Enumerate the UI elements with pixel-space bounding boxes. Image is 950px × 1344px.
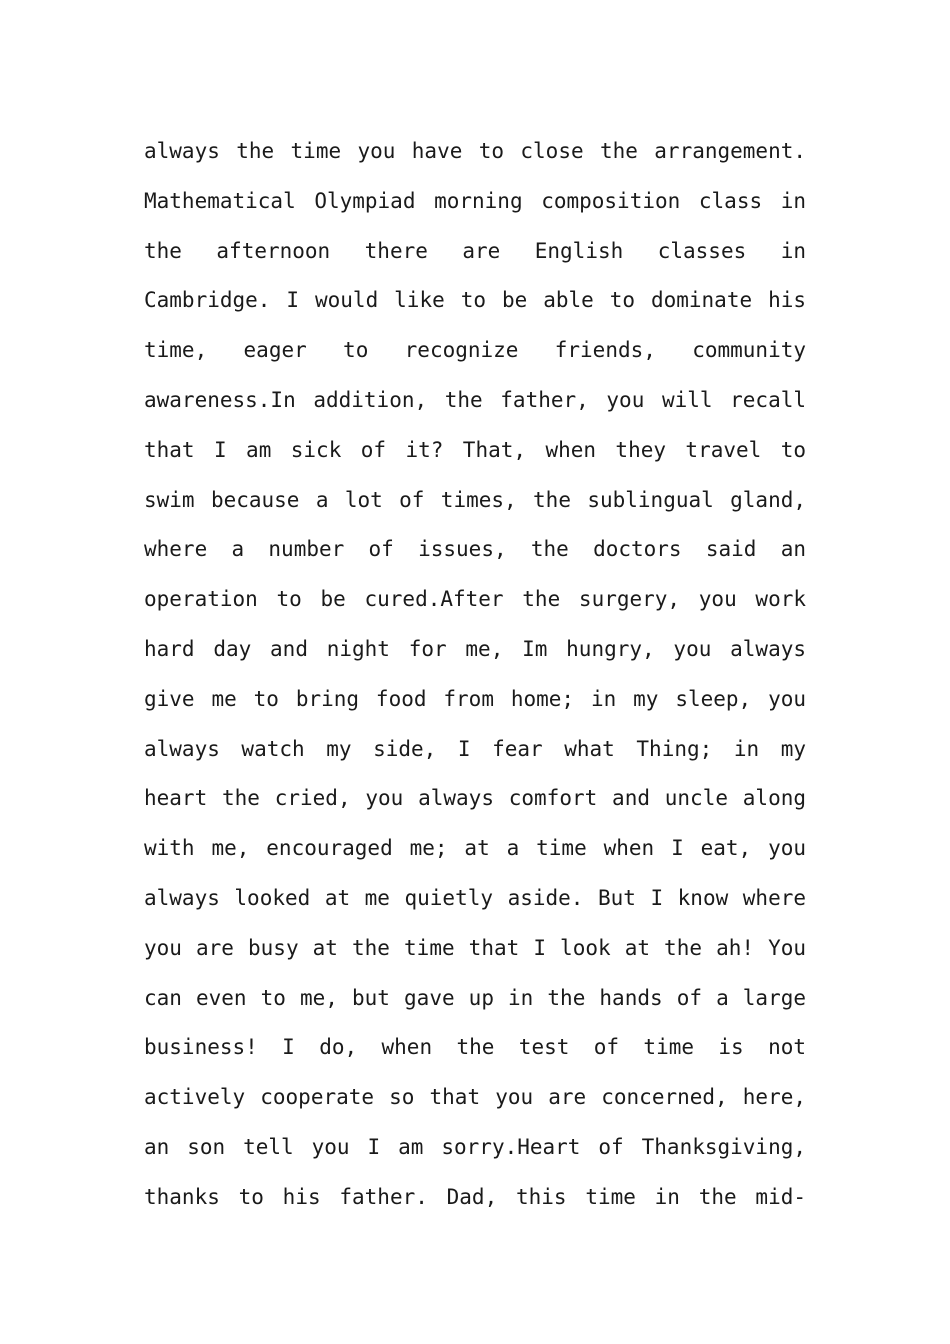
text-line-10: operation to be cured.After the surgery, you work: [144, 587, 806, 612]
text-line-2: Mathematical Olympiad morning composition class in: [144, 188, 806, 213]
body-text: [144, 127, 806, 1223]
text-line-19: business! I do, when the test of time is not: [144, 1035, 806, 1060]
text-line-8: swim because a lot of times, the sublingual gland,: [144, 487, 806, 512]
text-line-21: an son tell you I am sorry.Heart of Thanksgiving,: [144, 1134, 806, 1159]
text-line-7: that I am sick of it? That, when they travel to: [144, 437, 806, 462]
text-line-14: heart the cried, you always comfort and uncle along: [144, 786, 806, 811]
text-line-20: actively cooperate so that you are concerned, here,: [144, 1085, 806, 1110]
text-line-12: give me to bring food from home; in my sleep, you: [144, 686, 806, 711]
text-line-15: with me, encouraged me; at a time when I eat, you: [144, 836, 806, 861]
text-line-3: the afternoon there are English classes in: [144, 238, 806, 263]
text-line-18: can even to me, but gave up in the hands of a large: [144, 985, 806, 1010]
text-line-16: always looked at me quietly aside. But I know where: [144, 885, 806, 910]
text-line-13: always watch my side, I fear what Thing; in my: [144, 736, 806, 761]
text-line-9: where a number of issues, the doctors said an: [144, 537, 806, 562]
text-line-4: Cambridge. I would like to be able to dominate his: [144, 288, 806, 313]
text-line-22: thanks to his father. Dad, this time in the mid-: [144, 1184, 806, 1209]
text-line-5: time, eager to recognize friends, community: [144, 338, 806, 363]
text-line-11: hard day and night for me, Im hungry, you always: [144, 636, 806, 661]
text-line-6: awareness.In addition, the father, you will recall: [144, 387, 806, 412]
text-line-17: you are busy at the time that I look at the ah! You: [144, 935, 806, 960]
text-line-1: always the time you have to close the arrangement.: [144, 139, 806, 163]
